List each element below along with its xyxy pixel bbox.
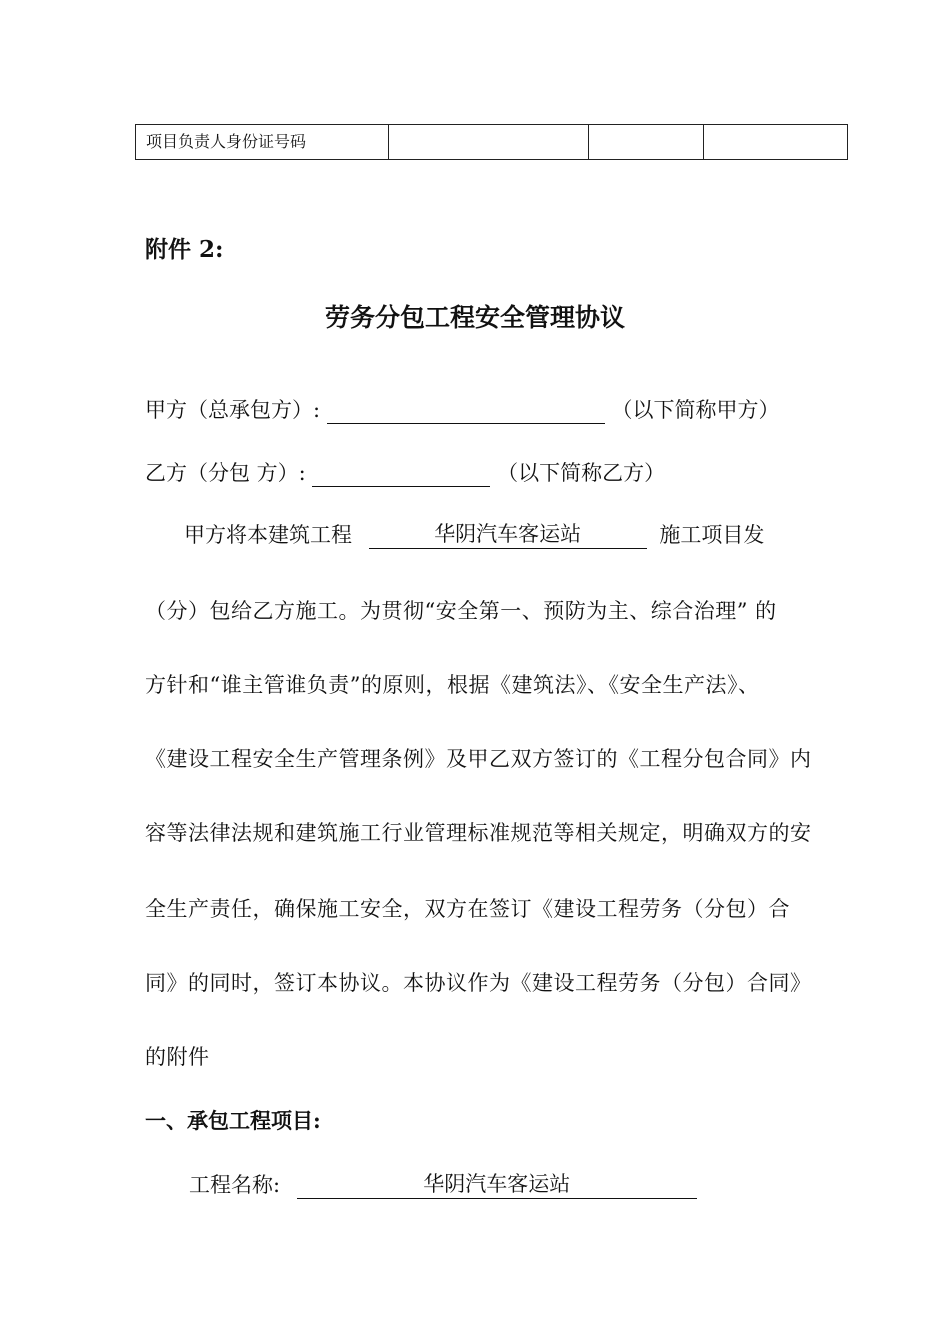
document-title: 劳务分包工程安全管理协议	[324, 303, 625, 332]
paragraph-line: 同》的同时，签订本协议。本协议作为《建设工程劳务（分包）合同》	[145, 971, 812, 995]
party-b-blank	[312, 460, 490, 487]
project-name-value: 华阴汽车客运站	[297, 1172, 697, 1199]
intro-suffix: 施工项目发	[659, 523, 765, 547]
project-name-label: 工程名称:	[189, 1173, 281, 1197]
paragraph-line: 的附件	[145, 1045, 210, 1069]
paragraph-line: 方针和“谁主管谁负责”的原则，根据《建筑法》、《安全生产法》、	[145, 673, 760, 697]
row-label: 项目负责人身份证号码	[136, 125, 389, 160]
party-b-suffix: （以下简称乙方）	[497, 461, 666, 485]
intro-project-name: 华阴汽车客运站	[369, 522, 647, 549]
paragraph-line: 《建设工程安全生产管理条例》及甲乙双方签订的《工程分包合同》内	[145, 747, 812, 771]
info-table	[135, 124, 848, 160]
intro-prefix: 甲方将本建筑工程	[184, 523, 352, 547]
party-a-label: 甲方（总承包方）:	[145, 398, 321, 422]
party-a-line	[145, 396, 779, 424]
attachment-heading: 附件 2:	[145, 236, 224, 263]
project-name-line	[189, 1171, 697, 1199]
party-a-blank	[327, 397, 605, 424]
intro-line	[184, 521, 764, 549]
paragraph-line: （分）包给乙方施工。为贯彻“安全第一、预防为主、综合治理” 的	[145, 599, 777, 623]
paragraph-line: 全生产责任，确保施工安全，双方在签订《建设工程劳务（分包）合	[145, 897, 790, 921]
table-cell	[704, 125, 848, 160]
party-b-label: 乙方（分包 方）:	[145, 461, 306, 485]
table-cell	[589, 125, 704, 160]
section-1-heading: 一、承包工程项目:	[145, 1108, 321, 1133]
party-b-line	[145, 459, 665, 487]
paragraph-line: 容等法律法规和建筑施工行业管理标准规范等相关规定，明确双方的安	[145, 821, 812, 845]
table-cell	[389, 125, 589, 160]
party-a-suffix: （以下简称甲方）	[611, 398, 780, 422]
table-row	[136, 125, 848, 160]
